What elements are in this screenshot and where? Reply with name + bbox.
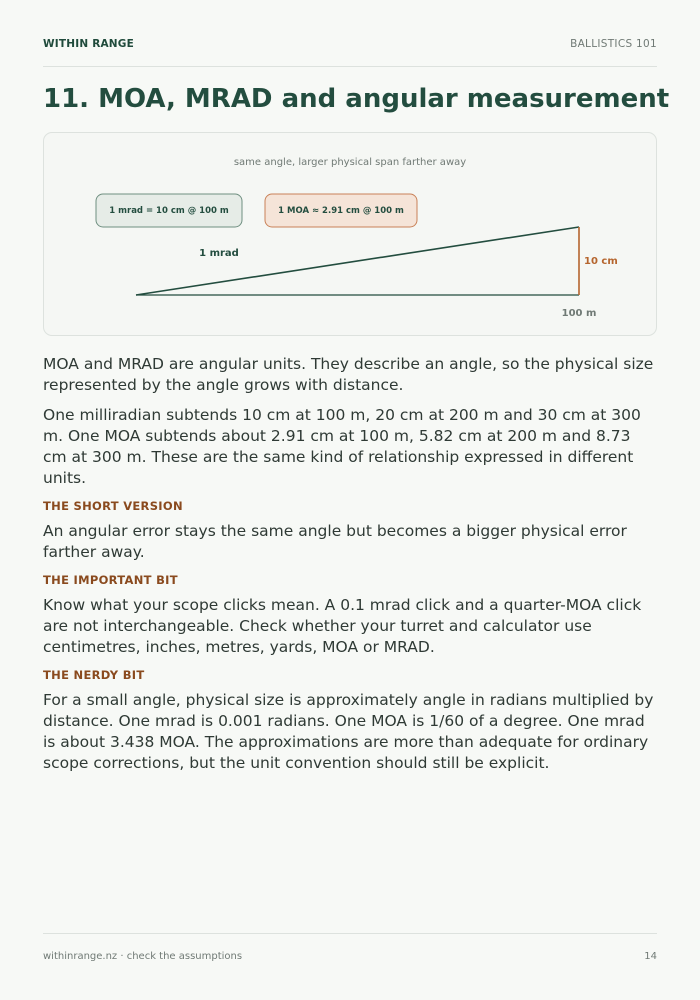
height-label: 10 cm [584, 256, 618, 267]
section-name: BALLISTICS 101 [570, 38, 657, 50]
moa-badge [265, 194, 417, 227]
footer-divider [43, 933, 657, 934]
distance-label: 100 m [561, 308, 597, 319]
heading-short-version: THE SHORT VERSION [43, 499, 183, 513]
angle-ray [136, 227, 579, 295]
diagram-canvas [44, 133, 656, 335]
angular-diagram [43, 132, 657, 336]
heading-important-bit: THE IMPORTANT BIT [43, 573, 178, 587]
footer-site-link: withinrange.nz · check the assumptions [43, 950, 243, 962]
mrad-badge-label: 1 mrad = 10 cm @ 100 m [109, 206, 229, 216]
mrad-badge [96, 194, 242, 227]
paragraph-important-bit: Know what your scope clicks mean. A 0.1 mrad click and a quarter-MOA click are not interchangeable. Check whether your turret and calculator use centimetres, inches, metres, yards, MOA or MRAD. [43, 596, 642, 656]
page-header [43, 37, 657, 51]
page-footer [43, 949, 657, 963]
angle-label: 1 mrad [199, 248, 239, 259]
page [43, 0, 670, 1000]
paragraph-nerdy-bit: For a small angle, physical size is approximately angle in radians multiplied by distance. One mrad is 0.001 radians. One MOA is 1/60 of a degree. One mrad is about 3.438 MOA. The approximations are more than adequate for ordinary scope corrections, but the unit convention should still be explicit. [43, 691, 654, 772]
article-body [43, 354, 657, 783]
page-number: 14 [644, 950, 657, 962]
page-title: 11. MOA, MRAD and angular measurement [43, 84, 670, 114]
paragraph-short-version: An angular error stays the same angle but becomes a bigger physical error farther away. [43, 522, 627, 561]
heading-nerdy-bit: THE NERDY BIT [43, 668, 145, 682]
header-divider [43, 66, 657, 67]
moa-badge-label: 1 MOA ≈ 2.91 cm @ 100 m [278, 206, 404, 216]
diagram-caption: same angle, larger physical span farther away [233, 157, 467, 168]
brand-name: WITHIN RANGE [43, 38, 134, 50]
paragraph-intro: MOA and MRAD are angular units. They describe an angle, so the physical size represented by the angle grows with distance. [43, 355, 654, 394]
paragraph-subtends: One milliradian subtends 10 cm at 100 m, 20 cm at 200 m and 30 cm at 300 m. One MOA subtends about 2.91 cm at 100 m, 5.82 cm at 200 m and 8.73 cm at 300 m. These are the same kind of relationship expressed in different units. [43, 406, 641, 487]
